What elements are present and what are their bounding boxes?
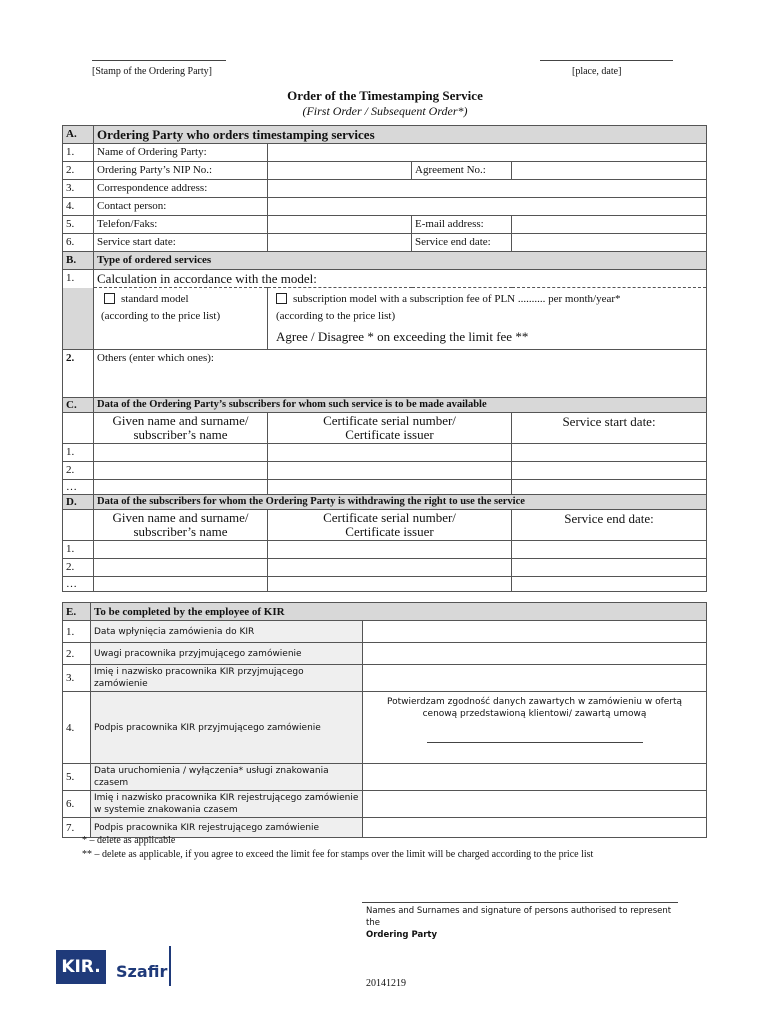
- confirm-text: Potwierdzam zgodność danych zawartych w zamówieniu w ofertą cenową przedstawioną klientowi/ zawartą umową: [386, 697, 683, 719]
- page-title: Order of the Timestamping Service: [287, 88, 483, 103]
- d-row1-cert[interactable]: [268, 541, 512, 559]
- agreement-label: Agreement No.:: [412, 162, 512, 180]
- e-row-label: Data uruchomienia / wyłączenia* usługi znakowania czasem: [91, 764, 363, 791]
- d-row2-name[interactable]: [94, 559, 268, 577]
- e-row-num: 2.: [63, 643, 91, 665]
- end-date-label: Service end date:: [412, 234, 512, 252]
- kir-employee-table: [62, 602, 707, 838]
- agree-disagree-text: Agree / Disagree * on exceeding the limit fee **: [276, 329, 529, 344]
- receiver-signature-field[interactable]: [363, 692, 707, 764]
- col-d-end-header: Service end date:: [512, 510, 707, 541]
- e-row-label: Uwagi pracownika przyjmującego zamówienie: [91, 643, 363, 665]
- registrar-name-field[interactable]: [363, 791, 707, 818]
- e-row-num: 5.: [63, 764, 91, 791]
- subscription-model-checkbox[interactable]: [276, 293, 287, 304]
- stamp-line: [92, 60, 226, 61]
- email-label: E-mail address:: [412, 216, 512, 234]
- col-c-name-header: Given name and surname/ subscriber’s name: [94, 413, 268, 444]
- c-row-num: 2.: [63, 462, 94, 480]
- col-d-name-header: Given name and surname/ subscriber’s name: [94, 510, 268, 541]
- e-row-label: Data wpłynięcia zamówienia do KIR: [91, 621, 363, 643]
- row-a4-num: 4.: [63, 198, 94, 216]
- name-of-party-field[interactable]: [268, 144, 707, 162]
- receiver-name-field[interactable]: [363, 665, 707, 692]
- logo-divider: [169, 946, 171, 986]
- footnote-2: ** – delete as applicable, if you agree to exceed the limit fee for stamps over the limit will be charged according to the price list: [82, 849, 594, 860]
- section-e-letter: E.: [63, 603, 91, 621]
- place-line: [540, 60, 673, 61]
- section-e-title: To be completed by the employee of KIR: [91, 603, 707, 621]
- authorised-caption: Names and Surnames and signature of persons authorised to represent the Ordering Party: [366, 906, 672, 940]
- e-row-num: 7.: [63, 818, 91, 838]
- subscription-model-label: subscription model with a subscription fee of PLN .......... per month/year*: [293, 293, 621, 305]
- address-field[interactable]: [268, 180, 707, 198]
- row-a5-num: 5.: [63, 216, 94, 234]
- row-a1-num: 1.: [63, 144, 94, 162]
- address-label: Correspondence address:: [94, 180, 268, 198]
- section-d-title: Data of the subscribers for whom the Ordering Party is withdrawing the right to use the service: [94, 495, 707, 510]
- section-b-title: Type of ordered services: [94, 252, 707, 270]
- d-row-num: 2.: [63, 559, 94, 577]
- page-subtitle: (First Order / Subsequent Order*): [302, 104, 468, 118]
- row-b2-num: 2.: [63, 350, 94, 398]
- nip-field[interactable]: [268, 162, 412, 180]
- d-row3-name[interactable]: [94, 577, 268, 592]
- footnote-1: * – delete as applicable: [82, 835, 176, 846]
- agreement-field[interactable]: [512, 162, 707, 180]
- e-row-label: Podpis pracownika KIR przyjmującego zamówienie: [91, 692, 363, 764]
- c-row3-date[interactable]: [512, 480, 707, 495]
- d-row3-date[interactable]: [512, 577, 707, 592]
- start-date-field[interactable]: [268, 234, 412, 252]
- standard-model-note: (according to the price list): [101, 310, 221, 322]
- receipt-date-field[interactable]: [363, 621, 707, 643]
- remarks-field[interactable]: [363, 643, 707, 665]
- document-code: 20141219: [366, 978, 406, 989]
- subscription-model-note: (according to the price list): [276, 310, 396, 322]
- c-row3-name[interactable]: [94, 480, 268, 495]
- d-row-num: 1.: [63, 541, 94, 559]
- e-row-label: Podpis pracownika KIR rejestrującego zamówienie: [91, 818, 363, 838]
- d-row2-cert[interactable]: [268, 559, 512, 577]
- section-d-letter: D.: [63, 495, 94, 510]
- c-row1-cert[interactable]: [268, 444, 512, 462]
- c-row2-name[interactable]: [94, 462, 268, 480]
- standard-model-cell: [94, 288, 268, 350]
- contact-label: Contact person:: [94, 198, 268, 216]
- section-b-letter: B.: [63, 252, 94, 270]
- col-c-cert-header: Certificate serial number/ Certificate issuer: [268, 413, 512, 444]
- d-row-num: …: [63, 577, 94, 592]
- calc-label: Calculation in accordance with the model:: [94, 270, 707, 288]
- contact-field[interactable]: [268, 198, 707, 216]
- section-a-title: Ordering Party who orders timestamping services: [94, 126, 707, 144]
- c-row-num: 1.: [63, 444, 94, 462]
- stamp-caption: [Stamp of the Ordering Party]: [92, 66, 212, 77]
- standard-model-label: standard model: [121, 293, 189, 305]
- signature-line: [427, 742, 643, 743]
- section-c-letter: C.: [63, 398, 94, 413]
- szafir-logo: Szafir: [116, 962, 168, 981]
- e-row-num: 1.: [63, 621, 91, 643]
- section-c-title: Data of the Ordering Party’s subscribers for whom such service is to be made available: [94, 398, 707, 413]
- nip-label: Ordering Party’s NIP No.:: [94, 162, 268, 180]
- order-form-table: [62, 125, 707, 592]
- authorised-signature-line: [362, 902, 678, 903]
- phone-field[interactable]: [268, 216, 412, 234]
- col-d-cert-header: Certificate serial number/ Certificate issuer: [268, 510, 512, 541]
- place-caption: [place, date]: [572, 66, 622, 77]
- phone-label: Telefon/Faks:: [94, 216, 268, 234]
- e-row-label: Imię i nazwisko pracownika KIR przyjmującego zamówienie: [91, 665, 363, 692]
- row-a6-num: 6.: [63, 234, 94, 252]
- section-a-letter: A.: [63, 126, 94, 144]
- row-a3-num: 3.: [63, 180, 94, 198]
- c-row2-date[interactable]: [512, 462, 707, 480]
- row-a2-num: 2.: [63, 162, 94, 180]
- d-row1-name[interactable]: [94, 541, 268, 559]
- c-row1-name[interactable]: [94, 444, 268, 462]
- d-row3-cert[interactable]: [268, 577, 512, 592]
- d-row1-date[interactable]: [512, 541, 707, 559]
- e-row-num: 4.: [63, 692, 91, 764]
- others-label: Others (enter which ones):: [97, 352, 214, 364]
- start-date-label: Service start date:: [94, 234, 268, 252]
- end-date-field[interactable]: [512, 234, 707, 252]
- col-c-start-header: Service start date:: [512, 413, 707, 444]
- kir-logo: KIR.: [56, 950, 106, 984]
- activation-date-field[interactable]: [363, 764, 707, 791]
- standard-model-checkbox[interactable]: [104, 293, 115, 304]
- c-row-num: …: [63, 480, 94, 495]
- row-b1-num: 1.: [63, 270, 94, 288]
- others-field[interactable]: [94, 350, 707, 398]
- e-row-label: Imię i nazwisko pracownika KIR rejestrującego zamówienie w systemie znakowania czasem: [91, 791, 363, 818]
- e-row-num: 6.: [63, 791, 91, 818]
- c-row1-date[interactable]: [512, 444, 707, 462]
- subscription-model-cell: [268, 288, 707, 350]
- email-field[interactable]: [512, 216, 707, 234]
- c-row3-cert[interactable]: [268, 480, 512, 495]
- name-of-party-label: Name of Ordering Party:: [94, 144, 268, 162]
- d-row2-date[interactable]: [512, 559, 707, 577]
- c-row2-cert[interactable]: [268, 462, 512, 480]
- e-row-num: 3.: [63, 665, 91, 692]
- registrar-signature-field[interactable]: [363, 818, 707, 838]
